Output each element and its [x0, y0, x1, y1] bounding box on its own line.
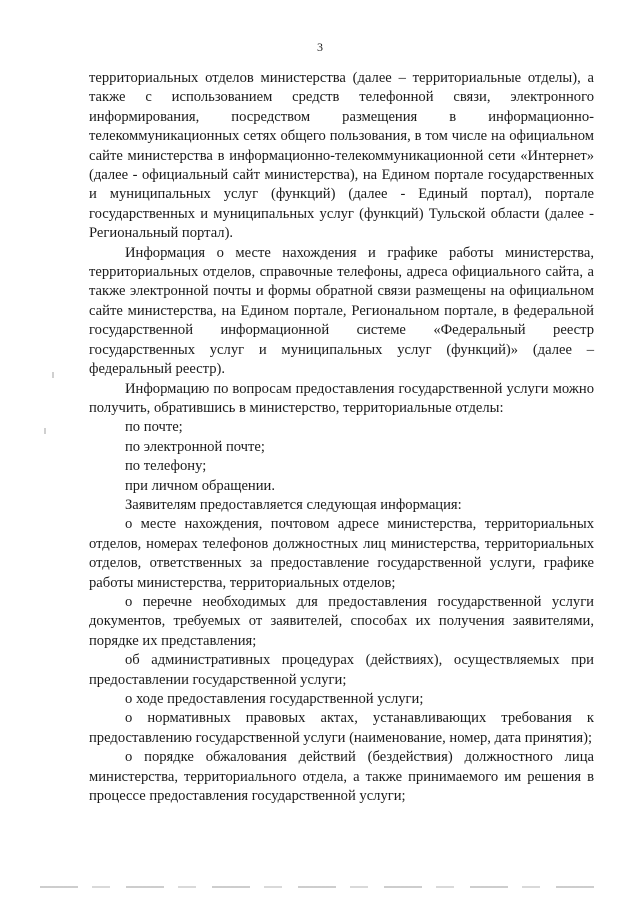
scan-artifact-mark: [52, 372, 54, 378]
paragraph: Заявителям предоставляется следующая информация:: [125, 496, 462, 513]
paragraph: Информация о месте нахождения и графике работы министерства, территориальных отделов, справочные телефоны, адреса официального сайта, а также электронной почты и формы обратной связи размещены на официальном сайте министерства, на Едином портале, Региональном портале, в федеральной государственной информационной системе «Федеральный реестр государственных услуг и муниципальных услуг (функций)» (далее – федеральный реестр).: [89, 244, 594, 378]
scan-artifact-mark: [44, 428, 46, 434]
list-item: о ходе предоставления государственной услуги;: [125, 691, 424, 707]
paragraph: территориальных отделов министерства (далее – территориальные отделы), а также с использованием средств телефонной связи, электронного информирования, посредством размещения в информационно-телекоммуникационных сетях общего пользования, в том числе на официальном сайте министерства в информационно-телекоммуникационной сети «Интернет» (далее - официальный сайт министерства), на Едином портале государственных и муниципальных услуг (функций) (далее - Единый портал), портале государственных и муниципальных услуг (функций) Тульской области (далее - Региональный портал).: [89, 70, 594, 242]
list-item: о порядке обжалования действий (бездействия) должностного лица министерства, территориального отдела, а также принимаемого им решения в процессе предоставления государственной услуги;: [89, 749, 594, 805]
list-item: по почте;: [125, 419, 183, 436]
page-number: 3: [317, 40, 323, 54]
list-item: о перечне необходимых для предоставления государственной услуги документов, требуемых от заявителей, способах их получения заявителями, порядке их представления;: [89, 593, 594, 649]
list-item: о нормативных правовых актах, устанавливающих требования к предоставлению государственной услуги (наименование, номер, дата принятия);: [89, 710, 594, 746]
page-body: [89, 69, 594, 806]
list-item: при личном обращении.: [125, 477, 275, 494]
list-item: о месте нахождения, почтовом адресе министерства, территориальных отделов, номерах телефонов должностных лиц министерства, территориальных отделов, ответственных за предоставление государственной услуги, графике работы министерства, территориальных отделов;: [89, 516, 594, 591]
paragraph: Информацию по вопросам предоставления государственной услуги можно получить, обратившись в министерство, территориальные отделы:: [89, 380, 594, 416]
list-item: об административных процедурах (действиях), осуществляемых при предоставлении государственной услуги;: [89, 652, 594, 688]
scan-artifact-line: [40, 886, 600, 888]
list-item: по электронной почте;: [125, 438, 265, 455]
list-item: по телефону;: [125, 458, 207, 475]
